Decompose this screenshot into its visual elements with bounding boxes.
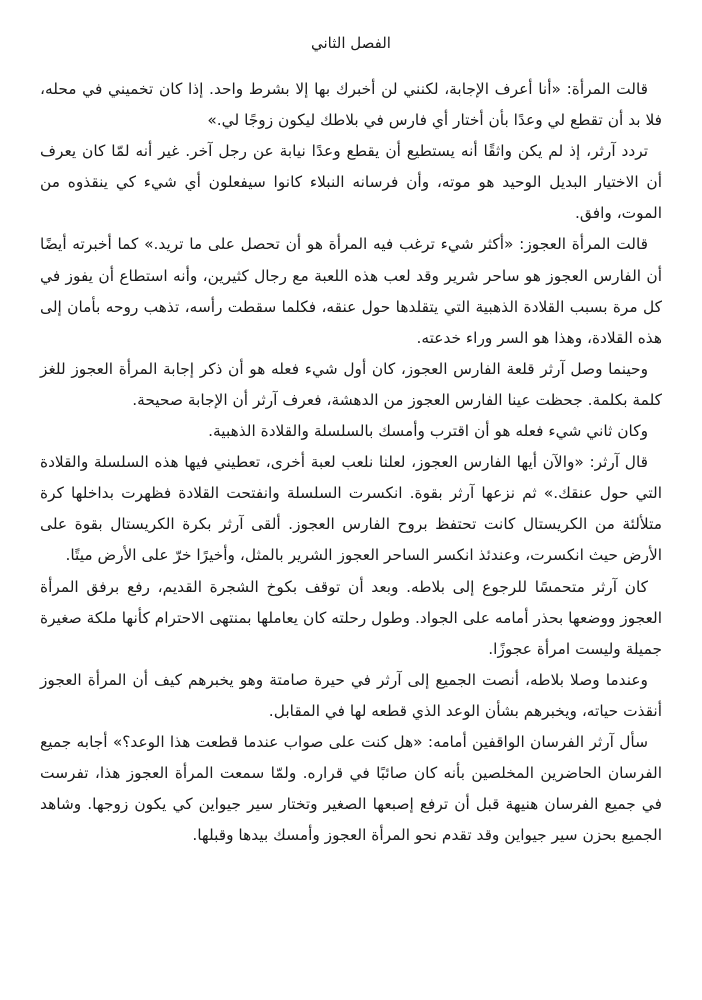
chapter-title: الفصل الثاني bbox=[311, 34, 391, 52]
paragraph: وحينما وصل آرثر قلعة الفارس العجوز، كان أول شيء فعله هو أن ذكر إجابة المرأة العجوز للغز كلمة بكلمة. جحظت عينا الفارس العجوز من الدهشة، فعرف آرثر أن الإجابة صحيحة. bbox=[40, 359, 662, 409]
paragraph: قالت المرأة: «أنا أعرف الإجابة، لكنني لن أخبرك بها إلا بشرط واحد. إذا كان تخميني في محله، فلا بد أن تقطع لي وعدًا بأن أختار أي فارس في بلاطك ليكون زوجًا لي.» bbox=[40, 80, 662, 130]
paragraph: وعندما وصلا بلاطه، أنصت الجميع إلى آرثر في حيرة صامتة وهو يخبرهم كيف أن المرأة العجوز أنقذت حياته، ويخبرهم بشأن الوعد الذي قطعه لها في المقابل. bbox=[40, 670, 662, 720]
paragraph: قالت المرأة العجوز: «أكثر شيء ترغب فيه المرأة هو أن تحصل على ما تريد.» كما أخبرته أيضًا أن الفارس العجوز هو ساحر شرير وقد لعب هذه اللعبة مع رجال كثيرين، وأنه استطاع أن يفوز في كل مرة بسبب القلادة الذهبية التي يتقلدها حول عنقه، فكلما سقطت رأسه، تذهب روحه بأمان إلى هذه القلادة، وهذا هو السر وراء خدعته. bbox=[40, 235, 662, 347]
paragraph: تردد آرثر، إذ لم يكن واثقًا أنه يستطيع أن يقطع وعدًا نيابة عن رجل آخر. غير أنه لمّا كان يعرف أن الاختيار البديل الوحيد هو موته، وأن فرسانه النبلاء كانوا سيفعلون أي شيء كي ينقذوه من الموت، وافق. bbox=[40, 142, 662, 223]
paragraph: كان آرثر متحمسًا للرجوع إلى بلاطه. وبعد أن توقف بكوخ الشجرة القديم، رفع برفق المرأة العجوز ووضعها بحذر أمامه على الجواد. وطول رحلته كان يعاملها بمنتهى الاحترام كأنها ملكة صغيرة جميلة وليست امرأة عجوزًا. bbox=[40, 577, 662, 658]
paragraph: سأل آرثر الفرسان الواقفين أمامه: «هل كنت على صواب عندما قطعت هذا الوعد؟» أجابه جميع الفرسان الحاضرين المخلصين بأنه كان صائبًا في قراره. ولمّا سمعت المرأة العجوز هذا، تفرست في جميع الفرسان هنيهة قبل أن ترفع إصبعها الصغير وتختار سير جيواين كي يكون زوجها. وشاهد الجميع بحزن سير جيواين وقد تقدم نحو المرأة العجوز وأمسك بيدها وقبلها. bbox=[40, 732, 662, 845]
paragraph: وكان ثاني شيء فعله هو أن اقترب وأمسك بالسلسلة والقلادة الذهبية. bbox=[208, 422, 648, 441]
book-page bbox=[40, 0, 662, 1000]
paragraph: قال آرثر: «والآن أيها الفارس العجوز، لعلنا نلعب لعبة أخرى، تعطيني فيها هذه السلسلة والقلادة التي حول عنقك.» ثم نزعها آرثر بقوة. انكسرت السلسلة وانفتحت القلادة فظهرت بداخلها كرة متلألئة من الكريستال كانت تحتفظ بروح الفارس العجوز. ألقى آرثر بكرة الكريستال بقوة على الأرض حيث انكسرت، وعندئذ انكسر الساحر العجوز الشرير بالمثل، وأخيرًا خرّ على الأرض ميتًا. bbox=[40, 453, 662, 565]
chapter-body bbox=[40, 74, 662, 851]
